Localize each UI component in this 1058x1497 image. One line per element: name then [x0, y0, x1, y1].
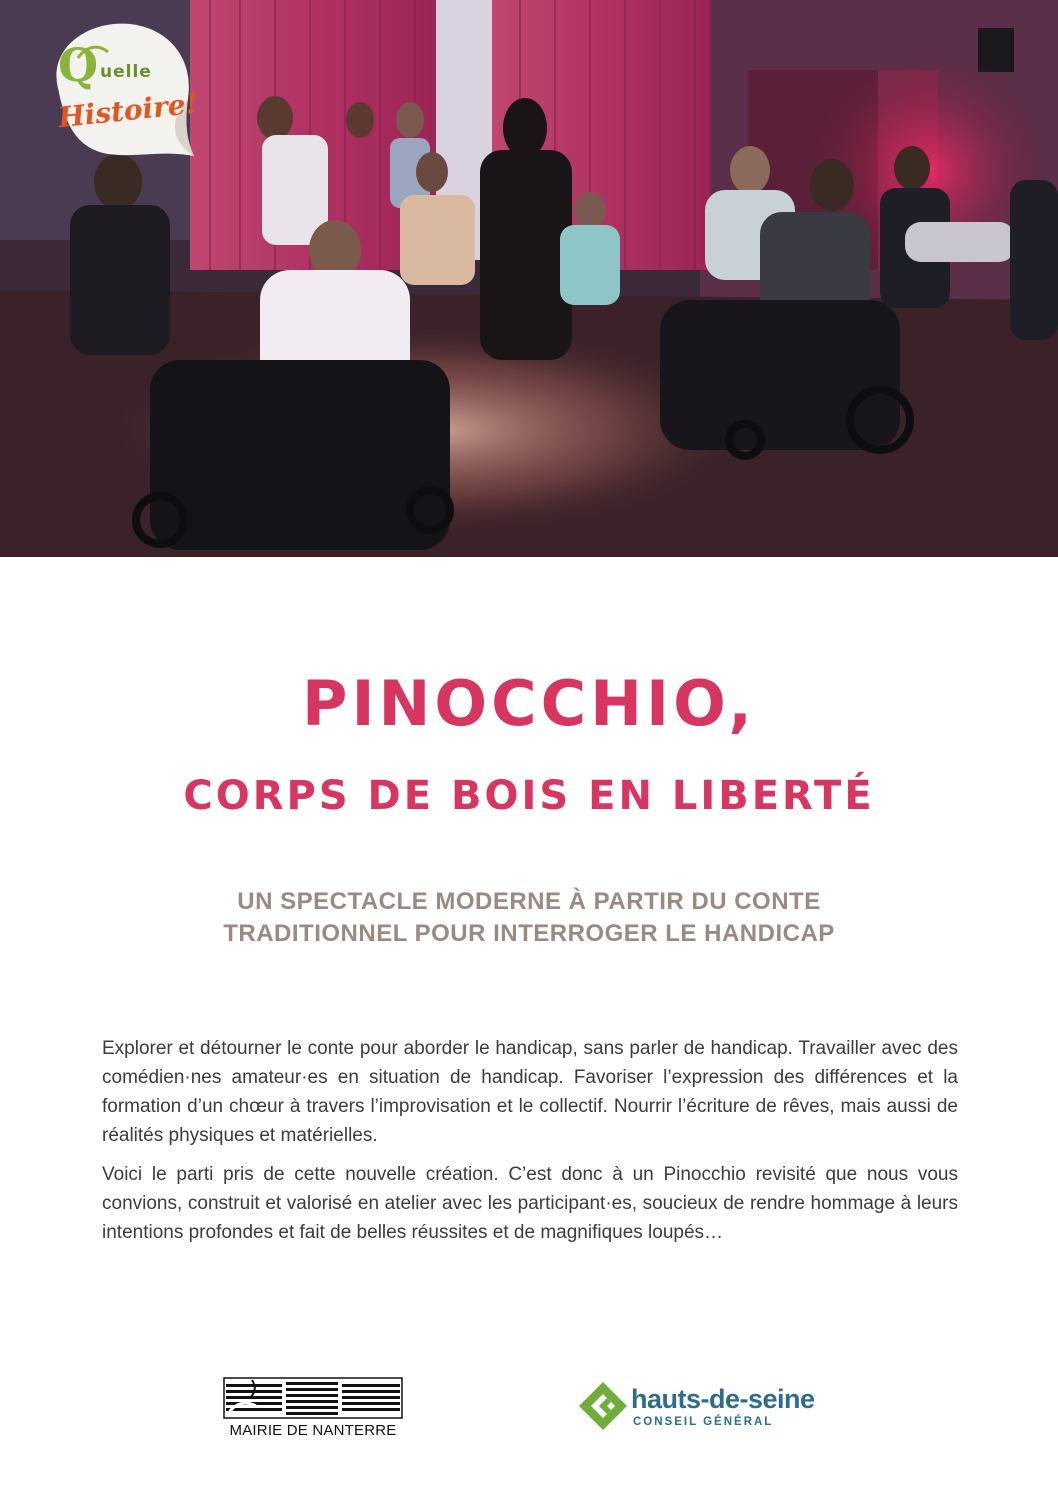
logo-word-1: uelle — [100, 62, 152, 82]
subtitle-line-2: TRADITIONNEL POUR INTERROGER LE HANDICAP — [223, 920, 835, 947]
logo-word-2: Histoire! — [56, 86, 200, 135]
hds-subtitle: CONSEIL GÉNÉRAL — [633, 1416, 774, 1428]
hero-photo — [0, 0, 1058, 557]
quelle-histoire-logo — [38, 18, 200, 158]
page-title: PINOCCHIO, — [302, 667, 756, 740]
paragraph-1: Explorer et détourner le conte pour aborder le handicap, sans parler de handicap. Travailler avec des comédien·nes amateur·es en situation de handicap. Favoriser l’expression des différences et la formation d’un chœur à travers l’improvisation et le collectif. Nourrir l’écriture de rêves, mais aussi de réalités physiques et matérielles. — [102, 1038, 958, 1146]
nanterre-label: MAIRIE DE NANTERRE — [229, 1422, 397, 1439]
hauts-de-seine-logo — [577, 1380, 817, 1436]
subtitle-line-1: UN SPECTACLE MODERNE À PARTIR DU CONTE — [237, 888, 821, 915]
paragraph-2: Voici le parti pris de cette nouvelle création. C’est donc à un Pinocchio revisité que nous vous convions, construit et valorisé en atelier avec les participant·es, soucieux de rendre hommage à leurs intentions profondes et fait de belles réussites et de magnifiques loupés… — [102, 1164, 958, 1243]
logo-letter: Q — [58, 38, 99, 92]
nanterre-buildings-icon — [222, 1376, 404, 1420]
page-title-line-2: CORPS DE BOIS EN LIBERTÉ — [183, 773, 875, 819]
body-text — [102, 1034, 958, 1257]
mairie-de-nanterre-logo — [222, 1376, 404, 1442]
page-subtitle — [130, 886, 928, 950]
hds-name: hauts-de-seine — [631, 1384, 815, 1414]
hauts-de-seine-emblem-icon — [577, 1380, 629, 1432]
